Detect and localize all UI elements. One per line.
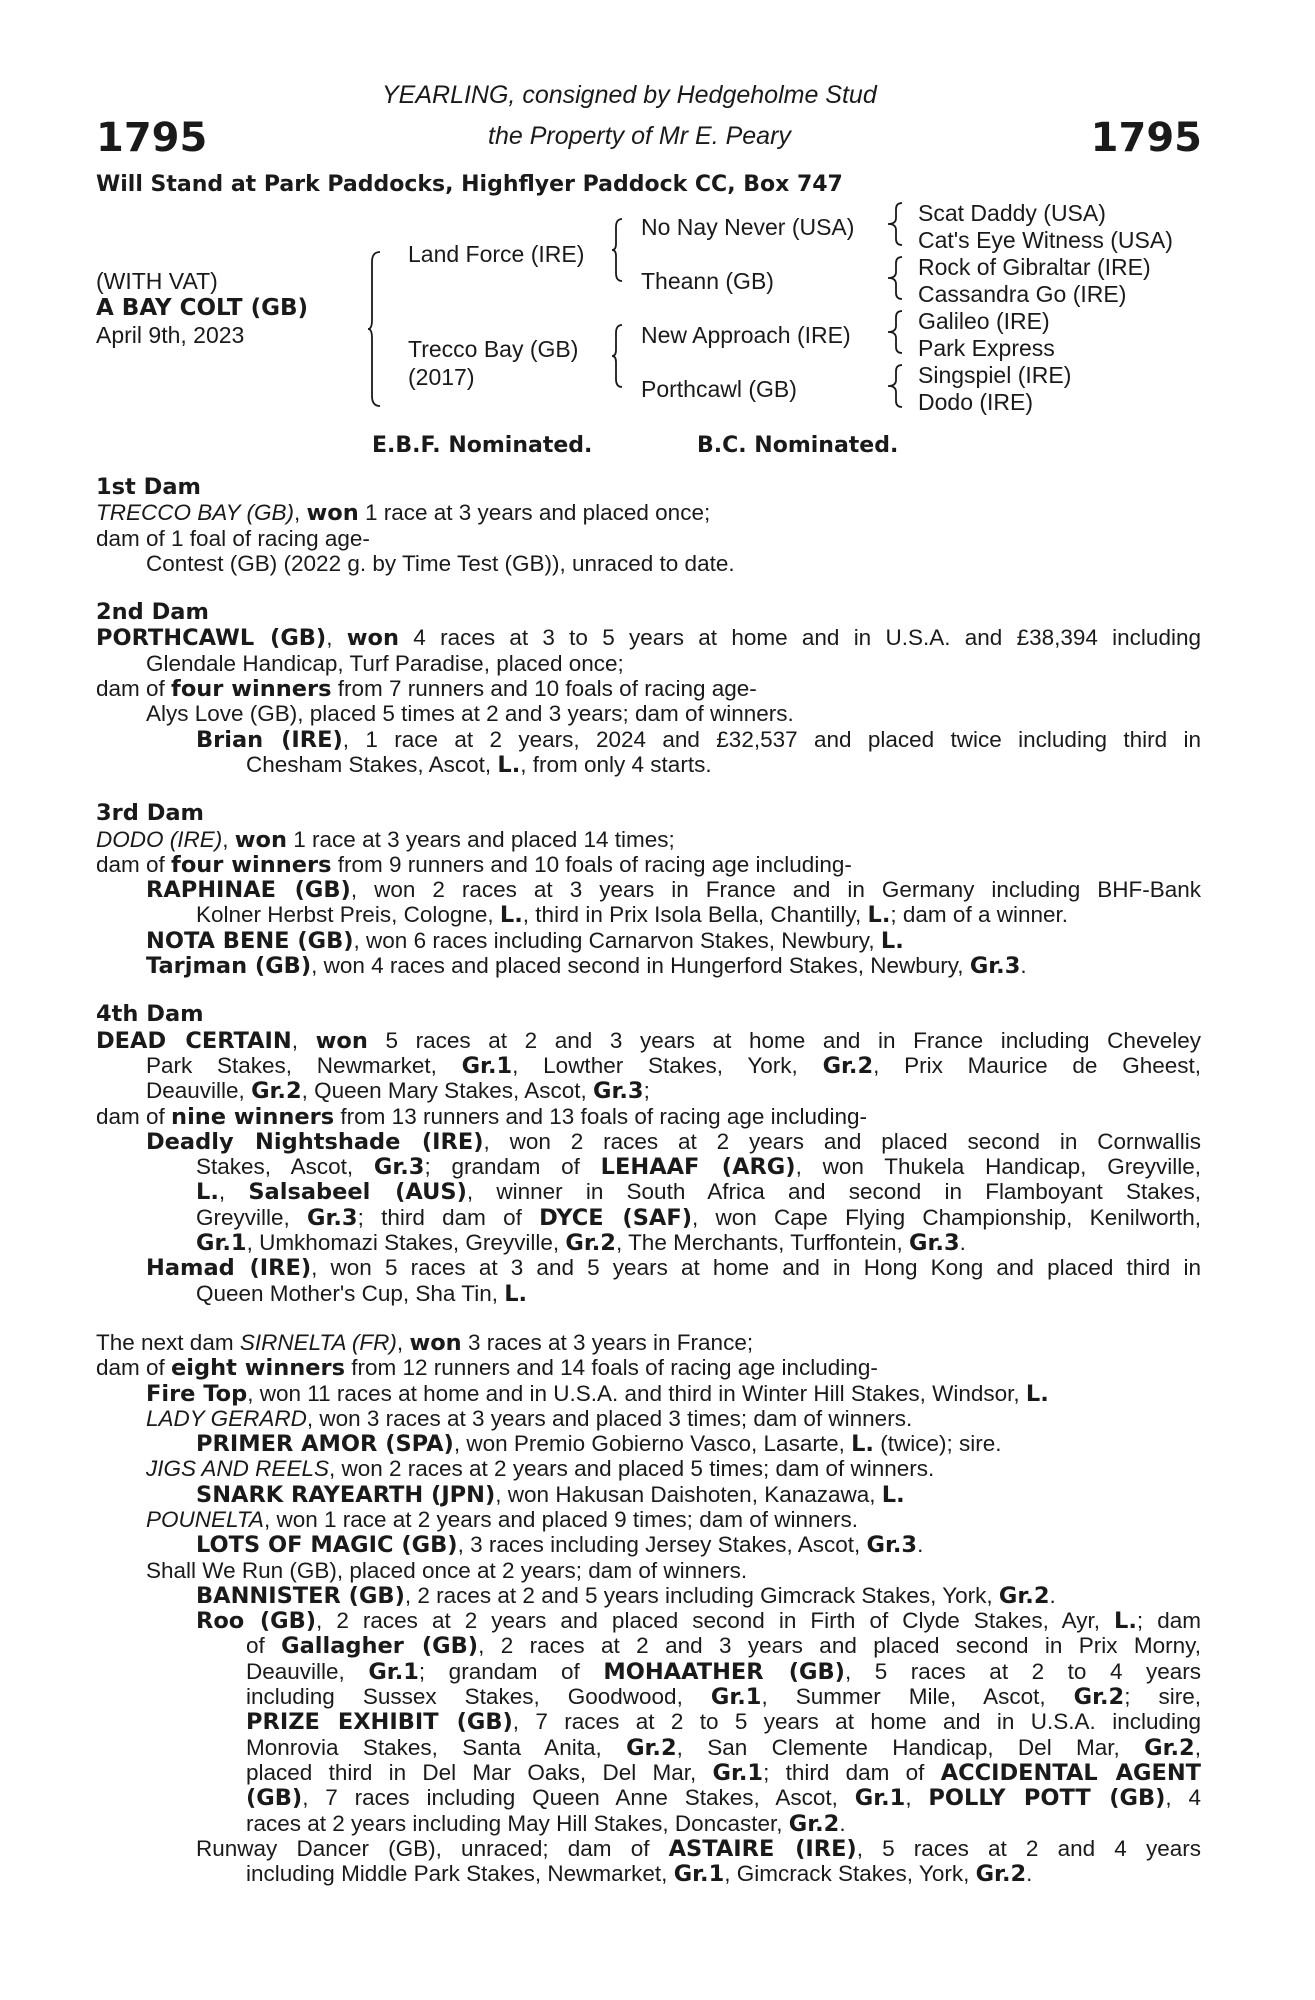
bold-text: Gr.3 <box>307 1204 358 1231</box>
pedigree-g3-6: Park Express <box>918 335 1055 361</box>
bold-text: Hamad (IRE) <box>146 1255 312 1282</box>
text-line <box>96 953 1201 978</box>
bold-text: L. <box>880 927 904 954</box>
text-segment: , 7 races at 2 to 5 years at home and in U.S.A. including <box>512 1709 1202 1735</box>
bold-text: Gr.2 <box>626 1734 677 1761</box>
text-segment: , from only 4 starts. <box>520 751 712 777</box>
text-line <box>96 727 1201 752</box>
text-segment: , won 3 races at 3 years and placed 3 times; dam of winners. <box>306 1405 913 1431</box>
pedigree-bracket-g3-1 <box>888 201 906 247</box>
consignor-line: YEARLING, consigned by Hedgeholme Stud <box>382 81 877 109</box>
text-line <box>96 752 1201 777</box>
text-segment: . <box>1026 1861 1033 1887</box>
text-segment: , won Premio Gobierno Vasco, Lasarte, <box>453 1431 852 1457</box>
pedigree-g3-3: Rock of Gibraltar (IRE) <box>918 254 1151 280</box>
text-segment: dam of <box>96 676 172 702</box>
text-segment: ; grandam of <box>418 1658 604 1684</box>
text-segment: Kolner Herbst Preis, Cologne, <box>196 902 500 928</box>
bold-text: four winners <box>171 676 332 703</box>
text-line <box>96 1330 1201 1355</box>
text-segment: including Sussex Stakes, Goodwood, <box>246 1684 711 1710</box>
bold-text: LOTS OF MAGIC (GB) <box>196 1532 458 1559</box>
pedigree-g3-2: Cat's Eye Witness (USA) <box>918 227 1173 253</box>
text-segment: , <box>218 1179 249 1205</box>
text-line <box>96 1861 1201 1886</box>
bold-text: PRIZE EXHIBIT (GB) <box>246 1709 513 1736</box>
bold-text: PRIMER AMOR (SPA) <box>196 1431 454 1458</box>
bold-text: Gr.2 <box>565 1230 616 1257</box>
text-line <box>96 1633 1201 1658</box>
text-segment: Shall We Run (GB), placed once at 2 years; dam of winners. <box>146 1557 748 1583</box>
text-segment: , Gimcrack Stakes, York, <box>724 1861 976 1887</box>
bold-text: POLLY POTT (GB) <box>928 1785 1166 1812</box>
text-segment: from 7 runners and 10 foals of racing age- <box>331 676 757 702</box>
text-line <box>96 1179 1201 1204</box>
bold-text: Gr.1 <box>196 1230 247 1257</box>
text-segment: 3 races at 3 years in France; <box>461 1329 754 1355</box>
italic-name: DODO (IRE) <box>96 826 223 852</box>
text-segment: , won 2 races at 3 years in France and in Germany including BHF-Bank <box>350 877 1201 903</box>
text-line <box>96 1154 1201 1179</box>
text-line <box>96 1129 1201 1154</box>
bold-text: ACCIDENTAL AGENT <box>940 1759 1202 1786</box>
text-segment: races at 2 years including May Hill Stakes, Doncaster, <box>246 1810 789 1836</box>
dam-section <box>96 1002 1201 1306</box>
bold-text: L. <box>1025 1380 1049 1407</box>
text-line <box>96 1811 1201 1836</box>
bold-text: RAPHINAE (GB) <box>146 877 351 904</box>
dam-section <box>96 600 1201 777</box>
text-line <box>96 1507 1201 1532</box>
text-segment: of <box>246 1633 282 1659</box>
dam-section <box>96 801 1201 978</box>
bold-text: SNARK RAYEARTH (JPN) <box>196 1481 496 1508</box>
text-line <box>96 827 1201 852</box>
text-segment: , Prix Maurice de Gheest, <box>873 1052 1201 1078</box>
text-segment: dam of <box>96 1103 172 1129</box>
text-segment: , won 4 races and placed second in Hungerford Stakes, Newbury, <box>311 953 970 979</box>
bold-text: MOHAATHER (GB) <box>603 1658 845 1685</box>
text-segment: Monrovia Stakes, Santa Anita, <box>246 1734 627 1760</box>
text-line <box>96 701 1201 726</box>
text-line <box>96 651 1201 676</box>
text-segment: , won 2 races at 2 years and placed second in Cornwallis <box>483 1128 1201 1154</box>
text-segment: from 9 runners and 10 foals of racing age including- <box>331 851 852 877</box>
bold-text: Gr.2 <box>788 1810 840 1837</box>
text-segment: , 7 races including Queen Anne Stakes, Ascot, <box>302 1785 855 1811</box>
bold-text: L. <box>851 1431 874 1458</box>
bold-text: Gr.2 <box>998 1582 1050 1609</box>
bold-text: Gr.2 <box>822 1052 874 1079</box>
bold-text: Roo (GB) <box>196 1608 317 1635</box>
text-line <box>96 676 1201 701</box>
text-segment: , <box>905 1785 929 1811</box>
text-segment: , won 6 races including Carnarvon Stakes, Newbury, <box>353 927 881 953</box>
text-segment: from 12 runners and 14 foals of racing age including- <box>345 1355 878 1381</box>
bold-text: Gr.1 <box>461 1052 513 1079</box>
text-segment: , The Merchants, Turffontein, <box>615 1230 910 1256</box>
dam-section <box>96 1330 1201 1887</box>
text-segment: (twice); sire. <box>873 1431 1002 1457</box>
text-segment: , won 1 race at 2 years and placed 9 times; dam of winners. <box>263 1506 859 1532</box>
text-line <box>96 1355 1201 1380</box>
text-line <box>96 1558 1201 1583</box>
text-segment: ; dam <box>1136 1608 1201 1634</box>
pedigree-dam-dam: Porthcawl (GB) <box>641 376 797 402</box>
text-segment: 5 races at 2 and 3 years at home and in France including Cheveley <box>367 1027 1201 1053</box>
pedigree-dam: Trecco Bay (GB) <box>408 336 579 362</box>
bold-text: Gr.3 <box>866 1532 918 1559</box>
bold-text: DYCE (SAF) <box>539 1204 692 1231</box>
text-segment: , won Thukela Handicap, Greyville, <box>795 1154 1201 1180</box>
text-line <box>96 625 1201 650</box>
pedigree-g3-1: Scat Daddy (USA) <box>918 200 1106 226</box>
pedigree-bracket-g3-3 <box>888 309 906 355</box>
text-line <box>96 1431 1201 1456</box>
text-segment: , won 11 races at home and in U.S.A. and third in Winter Hill Stakes, Windsor, <box>247 1380 1026 1406</box>
text-segment: , 5 races at 2 and 4 years <box>856 1835 1201 1861</box>
bold-text: Gr.2 <box>251 1078 302 1105</box>
bold-text: Deadly Nightshade (IRE) <box>146 1128 484 1155</box>
text-line <box>96 1659 1201 1684</box>
text-line <box>96 1532 1201 1557</box>
text-segment: , 2 races at 2 and 5 years including Gimcrack Stakes, York, <box>404 1582 999 1608</box>
text-segment: , won 5 races at 3 and 5 years at home and in Hong Kong and placed third in <box>311 1255 1201 1281</box>
bold-text: Gr.3 <box>373 1154 425 1181</box>
text-line <box>96 1255 1201 1280</box>
text-segment: Runway Dancer (GB), unraced; dam of <box>196 1835 669 1861</box>
text-line <box>96 526 1201 551</box>
text-segment: ; sire, <box>1124 1684 1201 1710</box>
bold-text: Gallagher (GB) <box>281 1633 479 1660</box>
pedigree-dam-year: (2017) <box>408 364 475 390</box>
text-line <box>96 1406 1201 1431</box>
bold-text: Gr.3 <box>909 1230 960 1257</box>
bold-text: (GB) <box>246 1785 303 1812</box>
bold-text: Gr.2 <box>975 1861 1027 1888</box>
section-heading: 3rd Dam <box>96 800 204 827</box>
text-line <box>96 902 1201 927</box>
italic-name: TRECCO BAY (GB) <box>96 500 294 526</box>
text-segment: The next dam <box>96 1329 240 1355</box>
text-segment: dam of 1 foal of racing age- <box>96 525 370 551</box>
bold-text: Gr.2 <box>1073 1684 1125 1711</box>
bold-text: Gr.2 <box>1144 1734 1195 1761</box>
section-heading: 1st Dam <box>96 474 201 500</box>
lot-number-right: 1795 <box>1090 115 1202 161</box>
text-line <box>96 1028 1201 1053</box>
date-of-birth: April 9th, 2023 <box>96 322 245 348</box>
text-segment: , 1 race at 2 years, 2024 and £32,537 and placed twice including third in <box>342 726 1201 752</box>
text-segment: . <box>839 1810 846 1836</box>
section-heading: 2nd Dam <box>96 599 209 626</box>
text-segment: Chesham Stakes, Ascot, <box>246 751 498 777</box>
vat-note: (WITH VAT) <box>96 268 218 294</box>
text-segment: Park Stakes, Newmarket, <box>146 1052 462 1078</box>
bold-text: Tarjman (GB) <box>146 953 312 980</box>
text-segment: , <box>326 625 347 651</box>
text-segment: , 4 <box>1165 1785 1201 1811</box>
pedigree-bracket-g3-4 <box>888 363 906 409</box>
text-segment: , won Hakusan Daishoten, Kanazawa, <box>495 1481 882 1507</box>
text-segment: 4 races at 3 to 5 years at home and in U.S.A. and £38,394 including <box>399 625 1201 651</box>
italic-name: JIGS AND REELS <box>146 1456 329 1482</box>
pedigree-bracket-main <box>368 250 388 408</box>
text-segment: , 2 races at 2 and 3 years and placed second in Prix Morny, <box>478 1633 1201 1659</box>
text-line <box>96 1836 1201 1861</box>
lot-number-left: 1795 <box>96 115 208 161</box>
text-segment: , <box>396 1329 410 1355</box>
text-line <box>96 551 1201 576</box>
text-segment: Queen Mother's Cup, Sha Tin, <box>196 1280 505 1306</box>
pedigree-sire: Land Force (IRE) <box>408 241 585 267</box>
italic-name: POUNELTA <box>146 1506 264 1532</box>
italic-name: LADY GERARD <box>146 1405 307 1431</box>
bold-text: won <box>346 625 400 652</box>
text-segment: , Summer Mile, Ascot, <box>761 1684 1074 1710</box>
text-line <box>96 500 1201 525</box>
bold-text: NOTA BENE (GB) <box>146 927 354 954</box>
text-segment: , 2 races at 2 years and placed second in Firth of Clyde Stakes, Ayr, <box>316 1608 1115 1634</box>
text-line <box>96 877 1201 902</box>
bold-text: won <box>315 1027 368 1054</box>
pedigree-g3-4: Cassandra Go (IRE) <box>918 281 1127 307</box>
text-line <box>96 1456 1201 1481</box>
text-segment: including Middle Park Stakes, Newmarket, <box>246 1861 674 1887</box>
text-line <box>96 1104 1201 1129</box>
catalogue-body <box>96 475 1201 1910</box>
text-segment: ; third dam of <box>763 1759 941 1785</box>
text-segment: , <box>1194 1734 1201 1760</box>
bold-text: L. <box>867 902 891 929</box>
text-line <box>96 1078 1201 1103</box>
bold-text: L. <box>499 902 523 929</box>
bold-text: Gr.1 <box>673 1861 725 1888</box>
bold-text: Gr.1 <box>854 1785 906 1812</box>
text-segment: Contest (GB) (2022 g. by Time Test (GB)), unraced to date. <box>146 550 735 576</box>
bold-text: L. <box>497 751 521 778</box>
text-line <box>96 1760 1201 1785</box>
bold-text: Gr.3 <box>969 953 1021 980</box>
text-line <box>96 1684 1201 1709</box>
pedigree-g3-5: Galileo (IRE) <box>918 308 1050 334</box>
text-segment: dam of <box>96 1355 172 1381</box>
bold-text: DEAD CERTAIN <box>96 1027 292 1054</box>
bold-text: won <box>306 500 359 527</box>
bold-text: nine winners <box>171 1103 335 1130</box>
text-line <box>96 1709 1201 1734</box>
pedigree-bracket-dam <box>612 323 628 389</box>
text-line <box>96 852 1201 877</box>
bold-text: Gr.1 <box>368 1658 419 1685</box>
pedigree-g3-7: Singspiel (IRE) <box>918 362 1072 388</box>
bold-text: won <box>234 826 288 853</box>
bold-text: four winners <box>171 851 332 878</box>
text-segment: ; grandam of <box>424 1154 601 1180</box>
text-segment: dam of <box>96 851 172 877</box>
bold-text: PORTHCAWL (GB) <box>96 625 327 652</box>
bold-text: ASTAIRE (IRE) <box>668 1835 857 1862</box>
text-segment: , Lowther Stakes, York, <box>512 1052 823 1078</box>
horse-name: A BAY COLT (GB) <box>96 295 309 321</box>
bold-text: Brian (IRE) <box>196 726 343 753</box>
text-segment: , third in Prix Isola Bella, Chantilly, <box>522 902 868 928</box>
bold-text: Fire Top <box>146 1380 248 1407</box>
text-line <box>96 1381 1201 1406</box>
text-segment: , Umkhomazi Stakes, Greyville, <box>246 1230 566 1256</box>
bold-text: Gr.3 <box>593 1078 644 1105</box>
text-segment: . <box>959 1230 966 1256</box>
bold-text: eight winners <box>171 1355 346 1382</box>
text-line <box>96 1230 1201 1255</box>
pedigree-bracket-g3-2 <box>888 255 906 301</box>
bold-text: LEHAAF (ARG) <box>600 1154 796 1181</box>
bold-text: Salsabeel (AUS) <box>248 1179 467 1206</box>
text-segment: Greyville, <box>196 1204 308 1230</box>
bc-nomination: B.C. Nominated. <box>697 433 899 458</box>
text-segment: , <box>291 1027 316 1053</box>
italic-name: SIRNELTA (FR) <box>239 1329 397 1355</box>
bold-text: BANNISTER (GB) <box>196 1582 405 1609</box>
pedigree-sire-sire: No Nay Never (USA) <box>641 214 855 240</box>
text-segment: . <box>917 1532 924 1558</box>
text-segment: placed third in Del Mar Oaks, Del Mar, <box>246 1759 713 1785</box>
text-segment: ; third dam of <box>357 1204 540 1230</box>
text-segment: Alys Love (GB), placed 5 times at 2 and 3 years; dam of winners. <box>146 701 794 727</box>
section-heading: 4th Dam <box>96 1001 204 1028</box>
text-segment: , <box>293 500 307 526</box>
text-segment: Glendale Handicap, Turf Paradise, placed once; <box>146 650 624 676</box>
text-segment: Stakes, Ascot, <box>196 1154 374 1180</box>
text-segment: , 5 races at 2 to 4 years <box>844 1658 1202 1684</box>
text-segment: . <box>1020 953 1027 979</box>
ebf-nomination: E.B.F. Nominated. <box>372 433 593 458</box>
pedigree-bracket-sire <box>612 217 628 283</box>
owner-line: the Property of Mr E. Peary <box>488 122 791 150</box>
text-segment: , winner in South Africa and second in Flamboyant Stakes, <box>466 1179 1201 1205</box>
text-line <box>96 1785 1201 1810</box>
text-segment: Deauville, <box>146 1078 252 1104</box>
bold-text: L. <box>1114 1608 1137 1635</box>
text-line <box>96 1281 1201 1306</box>
bold-text: Gr.1 <box>712 1759 764 1786</box>
stand-location: Will Stand at Park Paddocks, Highflyer Paddock CC, Box 747 <box>96 172 843 197</box>
text-line <box>96 1205 1201 1230</box>
text-segment: , 3 races including Jersey Stakes, Ascot, <box>457 1532 867 1558</box>
text-line <box>96 1608 1201 1633</box>
text-segment: Deauville, <box>246 1658 369 1684</box>
bold-text: L. <box>504 1280 528 1307</box>
text-segment: , won 2 races at 2 years and placed 5 times; dam of winners. <box>328 1456 935 1482</box>
text-line <box>96 1583 1201 1608</box>
text-segment: 1 race at 3 years and placed 14 times; <box>287 826 675 852</box>
text-segment: , won Cape Flying Championship, Kenilworth, <box>691 1204 1201 1230</box>
bold-text: L. <box>881 1481 905 1508</box>
pedigree-sire-dam: Theann (GB) <box>641 268 774 294</box>
text-segment: . <box>1049 1582 1056 1608</box>
text-line <box>96 1053 1201 1078</box>
dam-section <box>96 475 1201 576</box>
text-segment: ; <box>643 1078 650 1104</box>
pedigree-dam-sire: New Approach (IRE) <box>641 322 851 348</box>
bold-text: L. <box>196 1179 219 1206</box>
text-line <box>96 928 1201 953</box>
bold-text: won <box>409 1329 462 1356</box>
text-segment: 1 race at 3 years and placed once; <box>358 500 711 526</box>
text-segment: , Queen Mary Stakes, Ascot, <box>301 1078 594 1104</box>
text-segment: from 13 runners and 13 foals of racing age including- <box>334 1103 867 1129</box>
text-line <box>96 1482 1201 1507</box>
text-segment: , <box>222 826 235 852</box>
text-segment: ; dam of a winner. <box>890 902 1069 928</box>
bold-text: Gr.1 <box>710 1684 762 1711</box>
text-line <box>96 1735 1201 1760</box>
pedigree-g3-8: Dodo (IRE) <box>918 389 1034 415</box>
text-segment: , San Clemente Handicap, Del Mar, <box>676 1734 1145 1760</box>
